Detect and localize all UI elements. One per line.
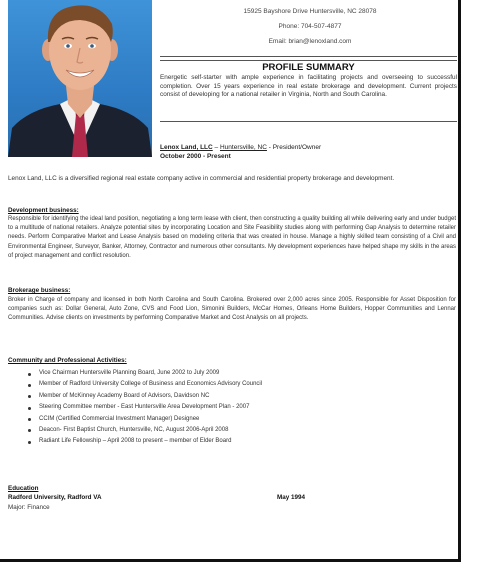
profile-photo — [8, 0, 152, 157]
list-item: CCIM (Certified Commercial Investment Manager) Designee — [28, 414, 448, 425]
job-title: - President/Owner — [266, 144, 322, 151]
profile-summary-text: Energetic self-starter with ample experience in facilitating projects and overseeing to successful completion. Over 15 years experience in real estate brokerage and development. Current projects consist of developing for a national retailer in Virginia, North and South Carolina. — [160, 74, 457, 99]
job-separator: – — [212, 144, 220, 151]
contact-info — [170, 4, 450, 49]
list-item: Vice Chairman Huntersville Planning Board, June 2002 to July 2009 — [28, 368, 448, 379]
development-text: Responsible for identifying the ideal land position, negotiating a long term lease with client, then constructing a quality building all while delivering early and under budget to a multitude of national retailers. Analyze potential sites by incorporating Location and Site Feasibility studies along with performing Gap Analysis to determine retailer needs. Perform Comparative Market and Lease Analysis based on modeling criteria that was created in house. Manage a highly skilled team consisting of a Civil and Environmental Engineer, Surveyor, Banker, Attorney, Contractor and numerous other consultants. My development experiences have helped shape my skills in the areas of project management and conflict resolution. — [8, 216, 456, 259]
email-text: Email: brian@lenoxland.com — [268, 38, 352, 45]
education-school: Radford University, Radford VA — [8, 494, 102, 501]
address-text: 15925 Bayshore Drive Huntersville, NC 28078 — [243, 8, 377, 15]
header-divider-bottom — [160, 60, 457, 61]
job-location: Huntersville, NC — [219, 144, 267, 151]
list-item: Steering Committee member - East Huntersville Area Development Plan - 2007 — [28, 402, 448, 413]
job-title-line — [160, 143, 457, 152]
job-dates: October 2000 - Present — [160, 153, 231, 160]
community-heading: Community and Professional Activities: — [8, 357, 127, 364]
header-divider-top — [160, 56, 457, 57]
job-company: Lenox Land, LLC — [160, 144, 213, 151]
profile-summary-heading: PROFILE SUMMARY — [262, 62, 355, 73]
brokerage-heading: Brokerage business: — [8, 287, 71, 294]
education-major: Major: Finance — [8, 504, 50, 511]
community-list — [28, 368, 448, 448]
profile-divider — [160, 121, 457, 122]
brokerage-text: Broker in Charge of company and licensed in both North Carolina and South Carolina. Brokered over 2,000 acres since 2005. Responsible for Asset Disposition for companies such as: Dollar General, Auto Zone, CVS and Food Lion, Simonini Builders, McCar Homes, Orleans Home Builders, Hopper Communities and Lennar Communities. Advise clients on investments by performing Comparative Market and Cost Analysis on all projects. — [8, 297, 456, 322]
education-heading: Education — [8, 485, 39, 492]
job-entry — [160, 143, 457, 161]
person-portrait — [8, 0, 152, 157]
list-item: Member of McKinney Academy Board of Advisors, Davidson NC — [28, 391, 448, 402]
development-heading: Development business: — [8, 207, 79, 214]
company-intro: Lenox Land, LLC is a diversified regional real estate company active in commercial and residential property brokerage and development. — [8, 175, 395, 182]
phone-text: Phone: 704-507-4877 — [278, 23, 342, 30]
list-item: Radiant Life Fellowship – April 2008 to present – member of Elder Board — [28, 436, 448, 447]
education-date: May 1994 — [277, 494, 306, 501]
list-item: Member of Radford University College of Business and Economics Advisory Council — [28, 379, 448, 390]
list-item: Deacon- First Baptist Church, Huntersville, NC, August 2006-April 2008 — [28, 425, 448, 436]
